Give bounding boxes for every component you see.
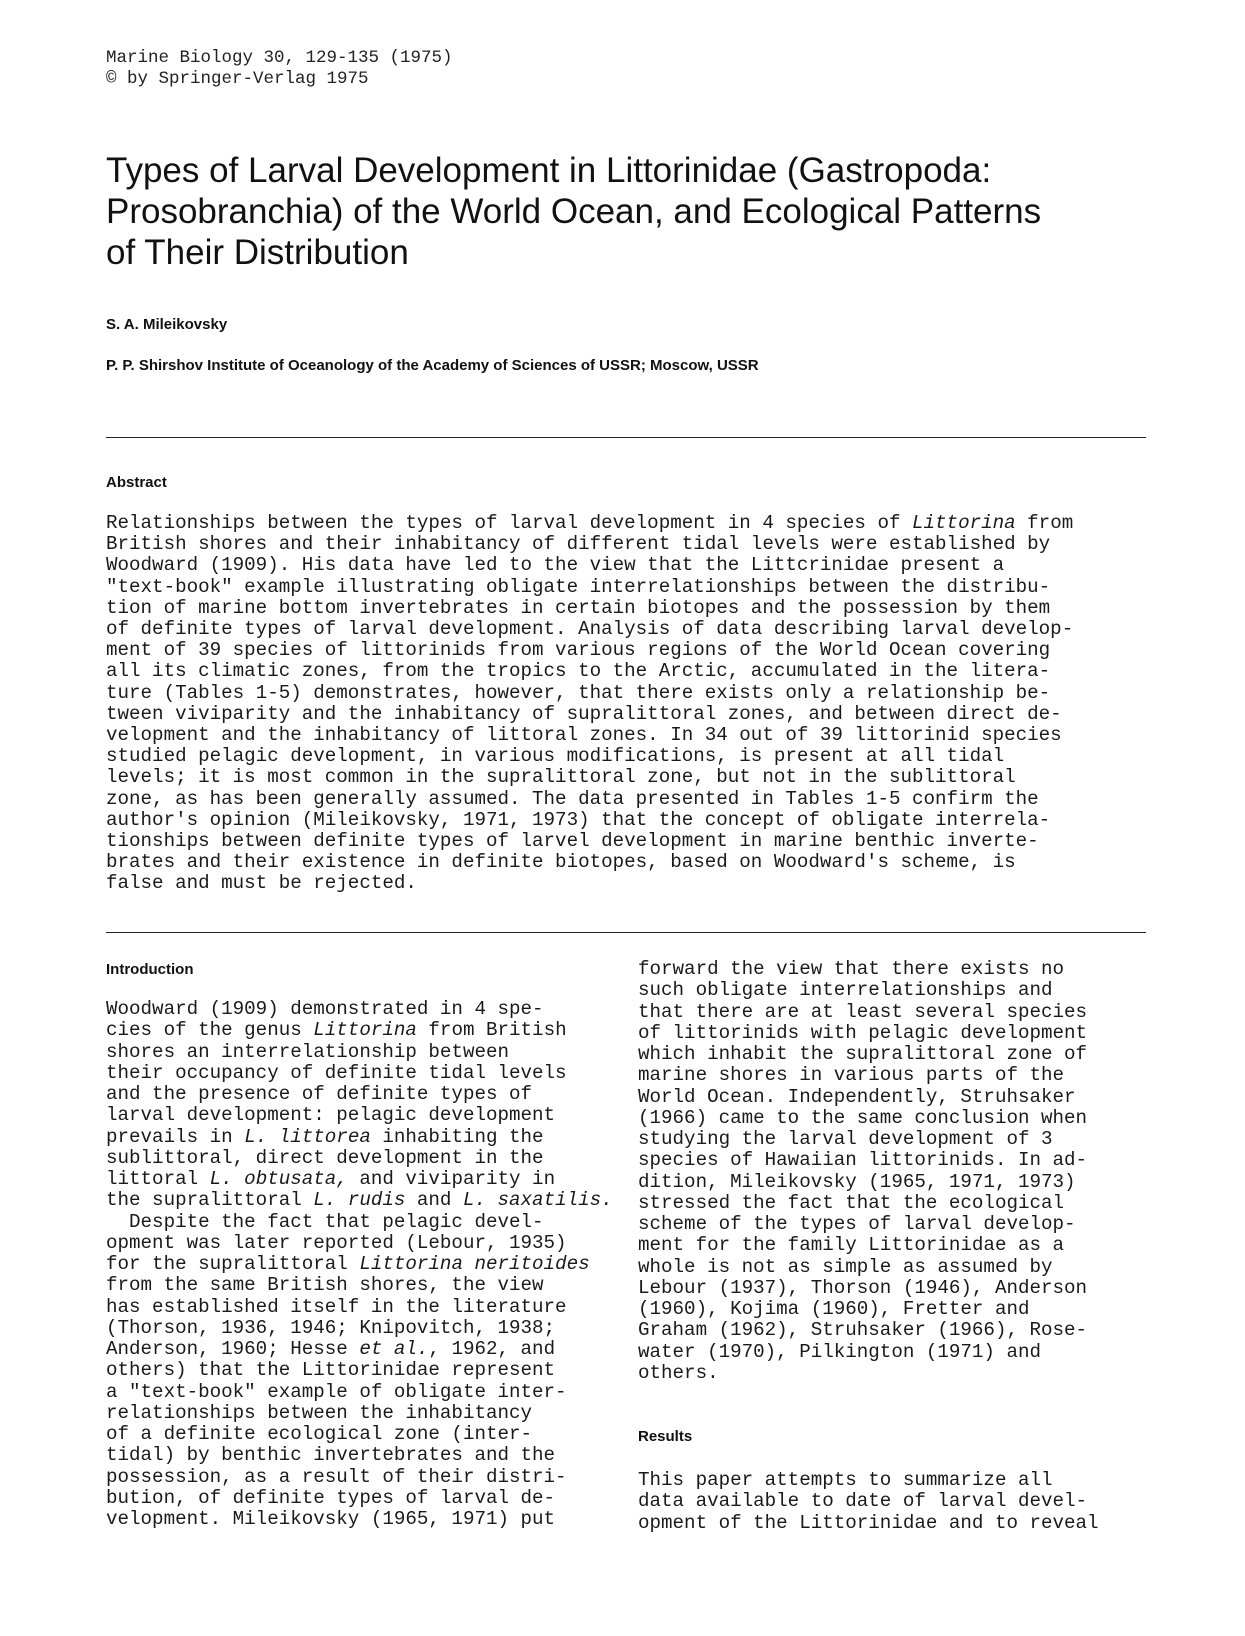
text-run: ture (Tables 1-5) demonstrates, however, that there exists only a relationship be- — [106, 681, 1051, 704]
text-run: of definite types of larval development. Analysis of data describing larval develop- — [106, 618, 1074, 641]
text-run: Despite the fact that pelagic devel- — [106, 1210, 544, 1233]
text-line — [638, 1257, 1158, 1278]
italic-run: L. obtusata, — [209, 1168, 348, 1190]
text-line — [106, 1020, 616, 1041]
text-line — [106, 1233, 616, 1254]
text-line — [106, 1212, 616, 1233]
text-line — [106, 1318, 616, 1339]
text-line — [638, 1299, 1158, 1320]
text-line — [106, 725, 1166, 746]
text-line — [106, 1105, 616, 1126]
text-line — [106, 1148, 616, 1169]
text-run: (1966) came to the same conclusion when — [638, 1106, 1088, 1129]
text-line — [106, 661, 1166, 682]
text-run: stressed the fact that the ecological — [638, 1191, 1065, 1214]
text-run: has established itself in the literature — [106, 1295, 567, 1318]
text-line — [638, 1150, 1158, 1171]
text-line — [106, 852, 1166, 873]
text-run: the supralittoral — [106, 1189, 314, 1212]
text-line — [106, 704, 1166, 725]
text-run: marine shores in various parts of the — [638, 1064, 1065, 1087]
text-line — [106, 1509, 616, 1530]
text-line — [106, 1084, 616, 1105]
title-line: Types of Larval Development in Littorinidae (Gastropoda: — [106, 151, 992, 190]
text-run: forward the view that there exists no — [638, 958, 1065, 980]
divider-bottom — [106, 932, 1146, 933]
text-line — [106, 999, 616, 1020]
journal-citation: Marine Biology 30, 129-135 (1975) — [106, 48, 453, 68]
italic-run: Littorina neritoides — [359, 1253, 590, 1275]
text-run: Anderson, 1960; Hesse — [106, 1338, 360, 1360]
text-line — [106, 831, 1166, 852]
text-run: tidal) by benthic invertebrates and the — [106, 1444, 556, 1467]
text-line — [106, 640, 1166, 661]
text-run: This paper attempts to summarize all — [638, 1469, 1053, 1491]
text-run: brates and their existence in definite biotopes, based on Woodward's scheme, is — [106, 851, 1016, 874]
text-run: and the presence of definite types of — [106, 1083, 533, 1105]
text-line — [106, 746, 1166, 767]
italic-run: Littorina — [313, 1019, 417, 1042]
text-line — [638, 1513, 1158, 1534]
text-run: species of Hawaiian littorinids. In ad- — [638, 1149, 1088, 1172]
italic-run: L. saxatilis. — [462, 1189, 613, 1212]
title-line: of Their Distribution — [106, 233, 409, 272]
text-line — [106, 1339, 616, 1360]
text-line — [638, 1023, 1158, 1044]
text-run: others) that the Littorinidae represent — [106, 1359, 556, 1382]
text-run: possession, as a result of their distri- — [106, 1465, 567, 1488]
text-line — [106, 513, 1166, 534]
text-run: studied pelagic development, in various modifications, is present at all tidal — [106, 745, 1005, 768]
text-run: tion of marine bottom invertebrates in certain biotopes and the possession by them — [106, 596, 1051, 619]
text-line — [638, 1002, 1158, 1023]
text-run: Lebour (1937), Thorson (1946), Anderson — [638, 1276, 1088, 1299]
text-line — [638, 1235, 1158, 1256]
text-run: such obligate interrelationships and — [638, 979, 1053, 1002]
text-line — [638, 1278, 1158, 1299]
text-line — [106, 1360, 616, 1381]
text-run: a "text-book" example of obligate inter- — [106, 1380, 567, 1403]
italic-run: L. rudis — [313, 1189, 406, 1212]
text-run: British shores and their inhabitancy of different tidal levels were established by — [106, 533, 1051, 556]
text-line — [106, 1063, 616, 1084]
text-run: Woodward (1909). His data have led to the view that the Littcrinidae present a — [106, 554, 1005, 577]
text-run: "text-book" example illustrating obligate interrelationships between the distribu- — [106, 575, 1051, 598]
text-line — [638, 1108, 1158, 1129]
italic-run: Littorina — [912, 512, 1016, 534]
text-run: levels; it is most common in the supralittoral zone, but not in the sublittoral — [106, 766, 1016, 789]
text-line — [106, 1190, 616, 1211]
text-line — [638, 1172, 1158, 1193]
text-line — [106, 767, 1166, 788]
author-affiliation: P. P. Shirshov Institute of Oceanology of the Academy of Sciences of USSR; Moscow, USSR — [106, 357, 759, 374]
text-run: World Ocean. Independently, Struhsaker — [638, 1085, 1076, 1108]
text-line — [106, 534, 1166, 555]
text-run: and — [405, 1189, 463, 1212]
text-run: others. — [638, 1361, 719, 1384]
text-run: from — [1015, 512, 1074, 534]
text-line — [106, 1297, 616, 1318]
title-line: Prosobranchia) of the World Ocean, and Ecological Patterns — [106, 192, 1042, 231]
text-run: whole is not as simple as assumed by — [638, 1255, 1053, 1278]
text-run: Woodward (1909) demonstrated in 4 spe- — [106, 998, 544, 1020]
text-run: ment for the family Littorinidae as a — [638, 1234, 1065, 1257]
text-line — [106, 1254, 616, 1275]
text-line — [106, 1127, 616, 1148]
text-line — [106, 1488, 616, 1509]
text-run: sublittoral, direct development in the — [106, 1146, 544, 1169]
text-run: relationships between the inhabitancy — [106, 1401, 533, 1424]
text-line — [638, 1320, 1158, 1341]
text-run: that there are at least several species — [638, 1000, 1088, 1023]
text-line — [638, 980, 1158, 1001]
text-line — [638, 959, 1158, 980]
text-line — [106, 1445, 616, 1466]
text-line — [638, 1342, 1158, 1363]
text-run: of littorinids with pelagic development — [638, 1021, 1088, 1044]
text-run: Relationships between the types of larval development in 4 species of — [106, 512, 913, 534]
introduction-left-column — [106, 999, 616, 1530]
text-run: dition, Mileikovsky (1965, 1971, 1973) — [638, 1170, 1076, 1193]
text-line — [106, 1382, 616, 1403]
abstract-body — [106, 513, 1166, 895]
text-line — [106, 1424, 616, 1445]
text-run: tionships between definite types of larvel development in marine benthic inverte- — [106, 830, 1039, 853]
text-run: opment was later reported (Lebour, 1935) — [106, 1231, 567, 1254]
text-line — [106, 683, 1166, 704]
text-line — [106, 873, 1166, 894]
abstract-heading: Abstract — [106, 474, 167, 491]
text-run: inhabiting the — [370, 1125, 544, 1148]
text-run: from the same British shores, the view — [106, 1274, 544, 1297]
divider-top — [106, 437, 1146, 438]
text-run: (Thorson, 1936, 1946; Knipovitch, 1938; — [106, 1316, 556, 1339]
paper-title — [106, 150, 1156, 273]
text-run: ment of 39 species of littorinids from various regions of the World Ocean covering — [106, 639, 1051, 662]
text-run: (1960), Kojima (1960), Fretter and — [638, 1298, 1030, 1320]
text-line — [638, 1491, 1158, 1512]
italic-run: L. littorea — [244, 1125, 371, 1148]
text-line — [638, 1129, 1158, 1150]
text-run: scheme of the types of larval develop- — [638, 1213, 1076, 1235]
text-line — [638, 1044, 1158, 1065]
text-line — [106, 789, 1166, 810]
text-run: studying the larval development of 3 — [638, 1128, 1053, 1150]
text-run: , 1962, and — [428, 1338, 556, 1360]
text-line — [638, 1193, 1158, 1214]
results-body — [638, 1470, 1158, 1534]
text-run: of a definite ecological zone (inter- — [106, 1423, 533, 1445]
journal-header — [106, 48, 453, 90]
text-run: author's opinion (Mileikovsky, 1971, 1973) that the concept of obligate interrela- — [106, 808, 1051, 831]
text-run: bution, of definite types of larval de- — [106, 1486, 556, 1509]
text-run: Graham (1962), Struhsaker (1966), Rose- — [638, 1319, 1088, 1342]
text-run: larval development: pelagic development — [106, 1104, 556, 1127]
text-run: tween viviparity and the inhabitancy of supralittoral zones, and between direct de- — [106, 702, 1062, 725]
text-line — [106, 1042, 616, 1063]
text-run: from British — [416, 1019, 567, 1042]
text-run: water (1970), Pilkington (1971) and — [638, 1340, 1042, 1363]
text-line — [106, 598, 1166, 619]
introduction-right-column — [638, 959, 1158, 1384]
text-run: opment of the Littorinidae and to reveal — [638, 1511, 1099, 1534]
text-line — [638, 1363, 1158, 1384]
text-run: for the supralittoral — [106, 1253, 360, 1275]
text-run: cies of the genus — [106, 1019, 314, 1042]
text-line — [638, 1087, 1158, 1108]
text-run: which inhabit the supralittoral zone of — [638, 1043, 1088, 1065]
text-line — [106, 1275, 616, 1296]
text-line — [106, 1467, 616, 1488]
text-run: velopment and the inhabitancy of littoral zones. In 34 out of 39 littorinid species — [106, 724, 1062, 747]
text-run: all its climatic zones, from the tropics to the Arctic, accumulated in the litera- — [106, 660, 1051, 683]
text-run: littoral — [106, 1168, 210, 1190]
italic-run: et al. — [359, 1338, 429, 1360]
text-line — [638, 1470, 1158, 1491]
text-run: their occupancy of definite tidal levels — [106, 1061, 567, 1084]
text-run: zone, as has been generally assumed. The data presented in Tables 1-5 confirm the — [106, 787, 1039, 810]
text-line — [106, 619, 1166, 640]
text-run: false and must be rejected. — [106, 872, 417, 895]
text-line — [638, 1214, 1158, 1235]
text-run: and viviparity in — [347, 1168, 556, 1190]
text-run: shores an interrelationship between — [106, 1040, 510, 1063]
introduction-heading: Introduction — [106, 961, 194, 978]
text-line — [638, 1065, 1158, 1086]
text-line — [106, 1169, 616, 1190]
text-line — [106, 810, 1166, 831]
author-name: S. A. Mileikovsky — [106, 316, 228, 333]
text-line — [106, 555, 1166, 576]
text-line — [106, 577, 1166, 598]
text-run: data available to date of larval devel- — [638, 1490, 1088, 1513]
text-line — [106, 1403, 616, 1424]
copyright-line: © by Springer-Verlag 1975 — [106, 69, 369, 89]
text-run: velopment. Mileikovsky (1965, 1971) put — [106, 1508, 556, 1530]
text-run: prevails in — [106, 1125, 245, 1148]
results-heading: Results — [638, 1428, 693, 1445]
